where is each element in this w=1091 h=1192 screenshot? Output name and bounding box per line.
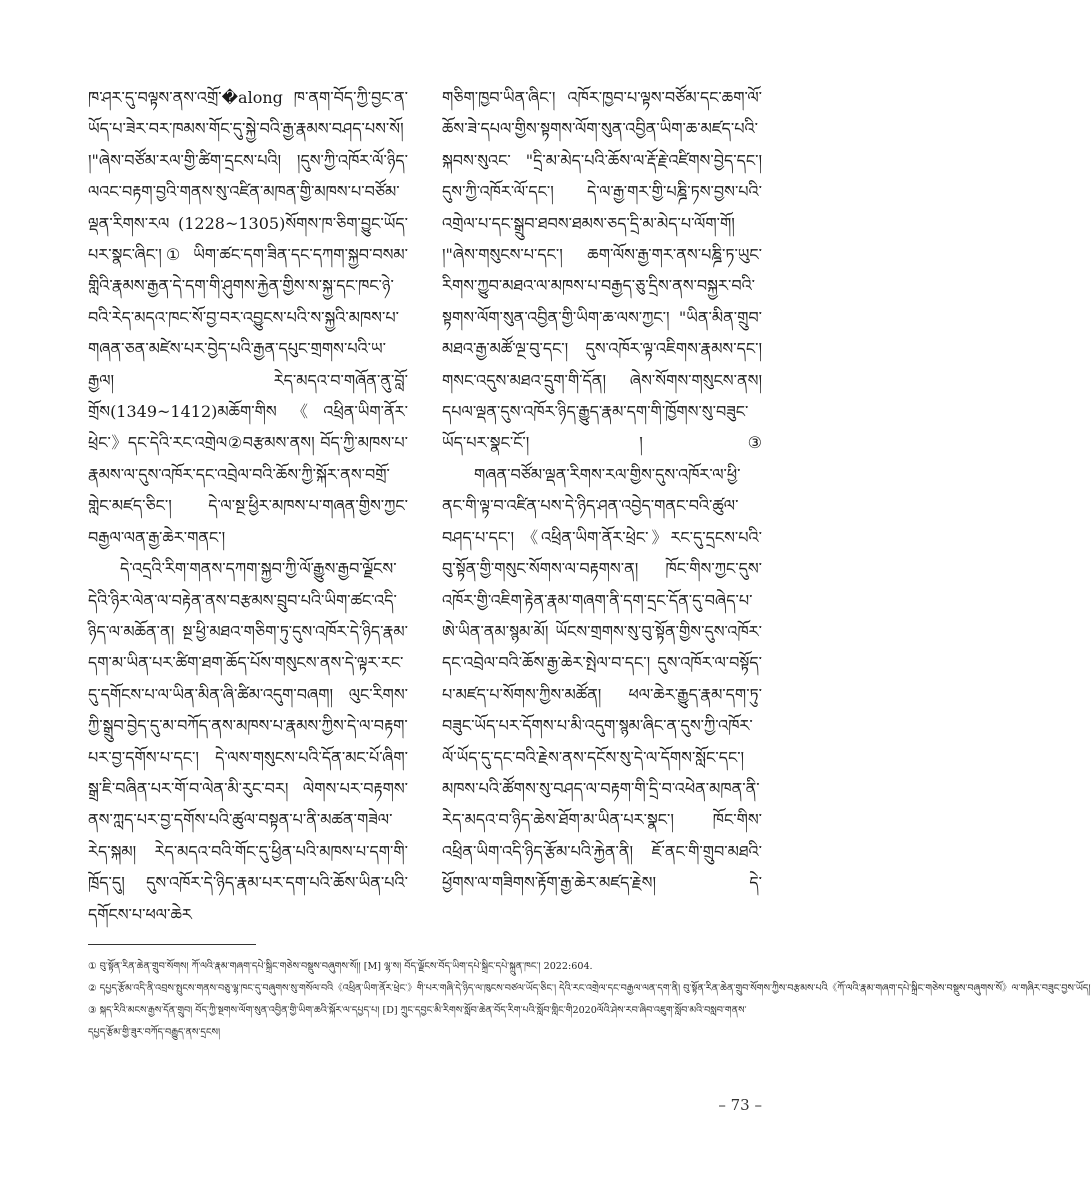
left-column: [88, 82, 408, 924]
footnotes: [88, 956, 1091, 1074]
footnote-divider: [88, 944, 256, 945]
footnote: ② དཔྱད་རྩོམ་འདི་ནི་འབྲས་སྤུངས་གནས་བཅུ་ལྷ་ཁང་དུ་བཞུགས་སུ་གསོལ་བའི《འཕྲིན་ཡིག་ནོར་ཕྲེང་》གི་པར་གཞི་དེ་ཉིད་ལ་ཁུངས་བཙལ་ཡོད་ཅིང་། དེའི་རང་འགྲེལ་དང་བརྒྱལ་ལན་དག་ནི། བུ་སྟོན་རིན་ཆེན་གྲུབ་སོགས་ཀྱིས་བརྩམས་པའི《ཀོ་ལའི་རྣམ་གཞག་དཔེ་སྐྲིང་གཅེས་བསྡུས་བཞུགས་སོ》ལ་གཞིར་བཟུང་བྱས་ཡོད།: [88, 983, 1091, 994]
right-column: [442, 82, 762, 914]
paragraph: ཁ་ཤར་དུ་བལྟས་ནས་འགྲོ་�along ཁ་ནག་བོད་ཀྱི་བྱང་ན་ཡོད་པ་ཟེར་བར་ཁམས་གོང་དུ་སྐྱེ་བའི་རྒྱ་རྣམས་བཤད་པས་སོ། །"ཞེས་བཙོམ་རལ་གྱི་ཚིག་དྲངས་པའི། །དུས་ཀྱི་འཁོར་ལོ་ཉིད་ལའང་བརྟག་བྱའི་གནས་སུ་འཛིན་མཁན་གྱི་མཁས་པ་བཙོམ་ལྡན་རིགས་རལ (1228~1305)སོགས་ཁ་ཅིག་བྱུང་ཡོད་པར་སྣང་ཞིང་།① ཡིག་ཚང་དག་ཟིན་དང་དཀག་སྐྱབ་བསམ་གླིའི་རྣམས་རྒྱན་དེ་དག་གི་ཤུགས་རྐྱེན་གྱིས་ས་སྐྱ་དང་ཁང་ཉེ་བའི་རེད་མདའ་ཁང་སོ་བྱ་བར་འབྱུངས་པའི་ས་སྐྱའི་མཁས་པ་གཞན་ཅན་མཛེས་པར་བྱེད་པའི་རྒྱན་དཔུང་གྲགས་པའི་ཡ་རྒྱལ། རེད་མདའ་བ་གཞོན་ནུ་བློ་གྲོས(1349~1412)མཆོག་གིས《འཕྲིན་ཡིག་ནོར་ཕྲེང་》དང་དེའི་རང་འགྲེལ②བརྩམས་ནས། བོད་ཀྱི་མཁས་པ་རྣམས་ལ་དུས་འཁོར་དང་འབྲེལ་བའི་ཆོས་ཀྱི་སྐོར་ནས་བགྲོ་གླེང་མཛད་ཅིང་། དེ་ལ་སྔ་ཕྱིར་མཁས་པ་གཞན་གྱིས་ཀྱང་བརྒྱལ་ལན་རྒྱ་ཆེར་གནང་།: [88, 88, 408, 547]
paragraph: གཞན་བཙོམ་ལྡན་རིགས་རལ་གྱིས་དུས་འཁོར་ལ་ཕྱི་ནང་གི་ལྟ་བ་འཛིན་པས་དེ་ཉིད་ཤན་འབྱེད་གནང་བའི་ཚུལ་བཤད་པ་དང་། 《འཕྲིན་ཡིག་ནོར་ཕྲེང་》རང་དུ་དྲངས་པའི་བུ་སྟོན་གྱི་གསུང་སོགས་ལ་བརྟགས་ན། ཁོང་གིས་ཀྱང་དུས་འཁོར་གྱི་འཇིག་རྟེན་རྣམ་གཞག་ནི་དག་དྲང་དོན་དུ་བཞེད་པ་ཨེ་ཡིན་ནམ་སྙམ་མོ། ཡོངས་གྲགས་སུ་བུ་སྟོན་གྱིས་དུས་འཁོར་དང་འབྲེལ་བའི་ཆོས་རྒྱ་ཆེར་སྤེལ་བ་དང་། དུས་འཁོར་ལ་བསྟོད་པ་མཛད་པ་སོགས་ཀྱིས་མཚོན། ཕལ་ཆེར་རྒྱུད་རྣམ་དག་ཏུ་བཟུང་ཡོད་པར་དོགས་པ་མི་འདུག་སྙམ་ཞིང་ན་དུས་ཀྱི་འཁོར་ལོ་ཡོད་དུ་དང་བའི་རྗེས་ནས་དངོས་སུ་དེ་ལ་དོགས་སློང་དང་། མཁས་པའི་ཚོགས་སུ་བཤད་ལ་བརྟག་གི་དྲི་བ་འཕེན་མཁན་ནི་རེད་མདའ་བ་ཉིད་ཆེས་ཐོག་མ་ཡིན་པར་སྣང་། ཁོང་གིས་འཕྲིན་ཡིག་འདི་ཉིད་རྩོམ་པའི་རྐྱེན་ནི། ཇོ་ནང་གི་གྲུབ་མཐའི་ཕྱོགས་ལ་གཟིགས་རྟོག་རྒྱ་ཆེར་མཛད་རྗེས། དེ་: [442, 464, 762, 893]
footnote: ① བུ་སྟོན་རིན་ཆེན་གྲུབ་སོགས། ཀོ་ལའི་རྣམ་གཞག་དཔེ་སྐྲིང་གཅེས་བསྡུས་བཞུགས་སོ།། [M] ལྷ་ས། བོད་ལྗོངས་བོད་ཡིག་དཔེ་སྐྲིང་དཔེ་སྐྲུན་ཁང་། 2022:604.: [88, 961, 593, 972]
footnote: ③ སྐད་རིའི་མངས་རྒྱས་དོན་གྲུབ། བོད་ཀྱི་སྔགས་ལོག་སུན་འབྱིན་གྱི་ཡིག་ཆའི་སྐོར་ལ་དཔྱད་པ། [D] ཀྲུང་དབྱང་མི་རིགས་སློབ་ཆེན་བོད་རིག་པའི་སློབ་གླིང་གི2020ལོའི་ཤེས་རབ་ཞིབ་འཇུག་སློབ་མའི་བསླབ་གནས་དཔྱད་རྩོམ་གྱི་ཟུར་བཀོད་བརྒྱུད་ནས་དྲངས།: [88, 1005, 747, 1038]
paragraph: གཅིག་ཁྱབ་ཡིན་ཞིང་། འཁོར་ཁྱབ་པ་ལྟས་བཙོམ་དང་ཆག་ལོ་ཆོས་ཟེ་དཔལ་གྱིས་སྟགས་ལོག་སུན་འབྱིན་ཡིག་ཆ་མཛད་པའི་སྐབས་སུའང་ "དྲི་མ་མེད་པའི་ཆོས་ལ་རྡོ་རྗེ་འཛིགས་བྱེད་དང་། དུས་ཀྱི་འཁོར་ལོ་དང་། དེ་ལ་རྒྱ་གར་གྱི་པཎྜི་ཏས་བྱས་པའི་འགྲེལ་པ་དང་སྒྲུབ་ཐབས་ཐམས་ཅད་དྲི་མ་མེད་པ་ལོག་གོ། །"ཞེས་གསུངས་པ་དང་། ཆག་ལོས་རྒྱ་གར་ནས་པཎྜི་ཏ་ཡུང་རིགས་ཀྱུབ་མཐའ་ལ་མཁས་པ་བརྒྱད་ཅུ་དྲིས་ནས་བསྐྱར་བའི་སྟགས་ལོག་སུན་འབྱིན་གྱི་ཡིག་ཆ་ལས་ཀྱང་། "ཡིན་མིན་གྲུབ་མཐའ་རྒྱ་མཚོ་ལྔ་བུ་དང་། དུས་འཁོར་ལྟ་འཇིགས་རྣམས་དང་། གསང་འདུས་མཐའ་དྲུག་གི་དོན། ཞེས་སོགས་གསུངས་ནས། དཔལ་ལྡན་དུས་འཁོར་ཉིད་རྒྱུད་རྣམ་དག་གི་ཁྱོགས་སུ་བཟུང་ཡོད་པར་སྣང་ངོ་། །③: [442, 88, 762, 453]
paragraph: དེ་འདྲའི་རིག་གནས་དཀག་སྐྱབ་ཀྱི་ལོ་རྒྱུས་རྒྱབ་ལྗོངས་དེའི་ཉིར་ལེན་ལ་བརྟེན་ནས་བརྩམས་བྲུབ་པའི་ཡིག་ཚང་འདི་ཉིད་ལ་མཆོན་ན། སྔ་ཕྱི་མཐའ་གཅིག་ཏུ་དུས་འཁོར་དེ་ཉིད་རྣམ་དག་མ་ཡིན་པར་ཚིག་ཐག་ཆོད་པོས་གསུངས་ནས་དེ་ལྟར་རང་དུ་དགོངས་པ་ལ་ཡིན་མིན་ཞི་ཚིམ་འདུག་བཞག། ལུང་རིགས་ཀྱི་སྒྲུབ་བྱེད་དུ་མ་བཀོད་ནས་མཁས་པ་རྣམས་ཀྱིས་དེ་ལ་བརྟག་པར་བྱ་དགོས་པ་དང་། དེ་ལས་གསུངས་པའི་དོན་མང་པོ་ཞིག་སྒྲ་ཇི་བཞིན་པར་གོ་བ་ལེན་མི་རུང་བར། ལེགས་པར་བརྟགས་ནས་ཀླད་པར་བྱ་དགོས་པའི་ཚུལ་བསྟན་པ་ནི་མཚན་གཟེལ་རེད་སྐམ། རེད་མདའ་བའི་གོང་དུ་ཕྱིན་པའི་མཁས་པ་དག་གི་ཁྲོད་དུ། དུས་འཁོར་དེ་ཉིད་རྣམ་པར་དག་པའི་ཆོས་ཡིན་པའི་དགོངས་པ་ཕལ་ཆེར: [88, 559, 408, 924]
page-number: – 73 –: [718, 1096, 762, 1114]
body-text: [88, 82, 762, 924]
